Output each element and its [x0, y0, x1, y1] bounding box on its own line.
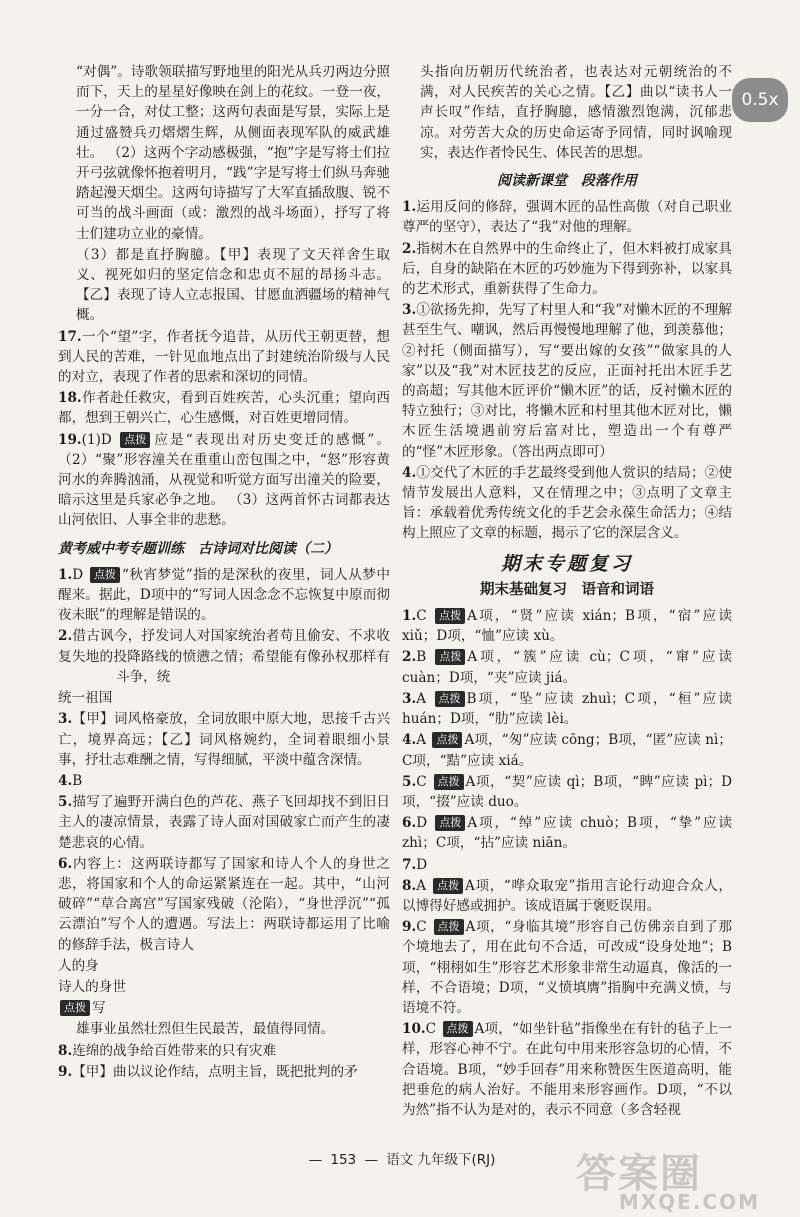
answer-item [58, 626, 390, 687]
answer-choice: A [416, 690, 427, 707]
answer-text: 应是“表现出对历史变迁的感慨”。 （2）“聚”形容潼关在重重山峦包围之中，“怒”形容黄河水的奔腾汹涌，从视觉和听觉方面写出潼关的险要，暗示这里是兵家必争之地。 （3）这两首怀古词都表达山河依旧、人事全非的悲愁。 [58, 431, 390, 529]
question-number: 3. [402, 302, 417, 319]
answer-item [58, 709, 390, 770]
answer-item [402, 606, 732, 646]
question-number: 17. [58, 328, 82, 345]
answer-item [402, 772, 732, 812]
answer-choice: D [416, 815, 428, 832]
answer-item [58, 430, 390, 531]
answer-item [402, 463, 732, 544]
answer-text: A项，“身临其境”形容自己仿佛亲自到了那个境地去了，用在此句不合适，可改成“设身处地”；B项，“栩栩如生”形容艺术形象非常生动逼真，像活的一样，不合语境；D项，“义愤填膺”指胸中充满义愤，与语境不符。 [402, 919, 732, 1016]
answer-text: 运用反问的修辞，强调木匠的品性高傲（对自己职业尊严的坚守），表达了“我”对他的理解。 [402, 199, 732, 236]
answer-choice: A [416, 877, 427, 894]
answer-text: 内容上：这两联诗都写了国家和诗人个人的身世之悲，将国家和个人的命运紧紧连在一起。其中，“山河破碎”“草合离宫”写国家残破（沦陷），“身世浮沉”“孤云漂泊”写个人的遭遇。写法上：两联诗都运用了比喻的修辞手法，极言诗人 [58, 855, 390, 953]
answer-choice: C [416, 773, 427, 790]
question-number: 1. [58, 566, 73, 583]
answer-item [402, 689, 732, 729]
question-number: 10. [402, 1021, 426, 1038]
watermark-url: MXQE.COM [618, 1190, 760, 1214]
hint-badge: 点拨 [60, 1000, 90, 1016]
answer-text: 描写了遍野开满白色的芦花、燕子飞回却找不到旧日主人的凄凉情景，表露了诗人面对国破家亡而产生的凄楚悲哀的心情。 [58, 794, 390, 851]
watermark-logo: 答案圈 [576, 1151, 702, 1197]
answer-item [58, 854, 390, 955]
question-number: 8. [402, 877, 417, 894]
answer-text: B项，“坠”应读 zhuì；C项，“桓”应读 huán；D项，“肋”应读 lèi。 [402, 690, 733, 728]
answer-text: A项，“匆”应读 cōng；B项，“匿”应读 nì；C项，“黠”应读 xiá。 [402, 732, 732, 769]
playback-speed-label: 0.5x [741, 90, 779, 110]
answer-text: 借古讽今，抒发词人对国家统治者苟且偷安、不求收复失地的投降路线的愤懑之情；希望能有像孙权那样有 [58, 628, 390, 665]
answer-item [402, 1019, 732, 1120]
question-number: 5. [58, 794, 73, 811]
answer-item [402, 239, 732, 300]
page-number: 153 [330, 1152, 357, 1168]
answer-choice: C [425, 1021, 437, 1038]
answer-item [58, 1041, 390, 1061]
answer-item [402, 730, 732, 770]
hint-badge: 点拨 [434, 919, 464, 935]
question-number: 9. [402, 919, 417, 936]
hint-badge: 点拨 [432, 732, 462, 748]
answer-item [58, 327, 390, 388]
answer-choice: A [416, 732, 427, 749]
footer-dash: — [308, 1152, 323, 1168]
answer-item [58, 565, 390, 626]
footer-subject: 语文 [386, 1152, 414, 1168]
question-number: 19. [58, 431, 82, 448]
answer-text: 【甲】曲以议论作结，点明主旨，既把批判的矛 [72, 1063, 358, 1080]
answer-text: A项，“绰”应读 chuò；B项，“挚”应读 zhì；C项，“拈”应读 niān。 [402, 815, 733, 852]
answer-text: 指树木在自然界中的生命终止了，但木料被打成家具后，自身的缺陷在木匠的巧妙施为下得到弥补，以家具的艺术形式，重新获得了生命力。 [402, 240, 732, 298]
question-number: 2. [402, 240, 417, 257]
answer-text: 写 [92, 1000, 106, 1017]
section-title: 阅读新课堂 段落作用 [497, 173, 637, 190]
answer-choice: D [72, 566, 84, 583]
answer-text: “秋宵梦觉”指的是深秋的夜里，词人从梦中醒来。据此，D项中的“写词人因念念不忘恢复中原而彻夜未眠”的理解是错误的。 [58, 566, 390, 624]
right-column [402, 62, 732, 1121]
answer-text: A项，“簇”应读 cù；C项，“窜”应读 cuàn；D项，“夹”应读 jiá。 [402, 649, 732, 686]
question-number: 8. [58, 1042, 73, 1059]
question-number: 4. [402, 732, 417, 749]
question-number: 2. [402, 649, 417, 666]
answer-fragment: 统一祖国 [58, 690, 113, 707]
answer-text: 斗争，统 [116, 668, 171, 685]
left-column [58, 62, 390, 1083]
answer-text: ①欲扬先抑，先写了村里人和“我”对懒木匠的不理解甚至生气、嘲讽，然后再慢慢地理解了他，到羡慕他；②衬托（侧面描写），写“要出嫁的女孩”“做家具的人家”以及“我”对木匠技艺的反应，正面衬托出木匠手艺的高超；写其他木匠评价“懒木匠”的话，反衬懒木匠的特立独行；③对比，将懒木匠和村里其他木匠对比，懒木匠生活境遇前穷后富对比，塑造出一个有尊严的“怪”木匠形象。（答出两点即可） [402, 302, 732, 460]
question-number: 5. [402, 773, 417, 790]
answer-item [58, 792, 390, 853]
answer-item [402, 300, 732, 462]
answer-text: A项，“哗众取宠”指用言论行动迎合众人，以博得好感或拥护。该成语属于褒贬误用。 [402, 877, 732, 914]
question-number: 3. [58, 711, 73, 728]
answer-item [402, 197, 732, 237]
hint-badge: 点拨 [120, 432, 150, 448]
hint-badge: 点拨 [90, 567, 120, 583]
answer-text: 一个“望”字，作者抚今追昔，从历代王朝更替，想到人民的苦难，一针见血地点出了封建统治阶级与人民的对立，表现了作者的思索和深切的同情。 [58, 328, 390, 386]
question-number: 4. [402, 464, 417, 481]
answer-item [58, 1062, 390, 1082]
footer-grade: 九年级下(RJ) [417, 1152, 496, 1168]
hint-badge: 点拨 [435, 649, 465, 665]
answer-text: A项，“贤”应读 xián；B项，“宿”应读 xiǔ；D项，“恤”应读 xù。 [402, 608, 732, 645]
answer-text: A项，“契”应读 qì；B项，“睥”应读 pì；D项，“掇”应读 duo。 [402, 773, 732, 810]
footer-dash: — [364, 1152, 378, 1168]
answer-text: B [72, 772, 83, 789]
answer-text: A项，“如坐针毡”指像坐在有针的毡子上一样，形容心神不宁。在此句中用来形容急切的心情，不合语境。B项，“妙手回春”用来称赞医生医道高明，能把垂危的病人治好。不能用来形容画作。D项，“不以为然”指不认为是对的，表示不同意（多含轻视 [402, 1021, 732, 1118]
question-number: 7. [402, 856, 417, 873]
hint-badge: 点拨 [433, 878, 463, 894]
answer-paragraph: （3）都是直抒胸臆。【甲】表现了文天祥舍生取义、视死如归的坚定信念和忠贞不屈的昂扬斗志。【乙】表现了诗人立志报国、甘愿血洒疆场的精神气概。 [76, 246, 390, 324]
chapter-subtitle: 期末基础复习 语音和词语 [480, 581, 654, 598]
question-number: 18. [58, 390, 82, 407]
question-number: 1. [402, 608, 417, 625]
answer-item [402, 876, 732, 916]
answer-text: 连绵的战争给百姓带来的只有灾难 [72, 1042, 277, 1059]
question-number: 3. [402, 690, 417, 707]
playback-speed-button[interactable] [732, 78, 788, 122]
answer-item [402, 813, 732, 853]
answer-choice: B [416, 649, 427, 666]
question-number: 6. [402, 815, 417, 832]
hint-badge: 点拨 [435, 815, 465, 831]
answer-fragment: 诗人的身世 [58, 978, 126, 995]
answer-choice: D [416, 856, 428, 873]
hint-badge: 点拨 [435, 608, 465, 624]
answer-choice: C [416, 919, 427, 936]
hint-badge: 点拨 [435, 691, 465, 707]
answer-item [402, 647, 732, 687]
chapter-title: 期末专题复习 [500, 552, 633, 575]
answer-paragraph: 头指向历朝历代统治者，也表达对元朝统治的不满，对人民疾苦的关心之情。【乙】曲以“读书人一声长叹”作结，直抒胸臆，感情激烈饱满，沉郁悲凉。对劳苦大众的历史命运寄予同情，同时讽喻现实，表达作者怜民生、体民苦的思想。 [420, 64, 732, 161]
answer-choice: (1)D [81, 431, 112, 448]
hint-badge: 点拨 [434, 774, 464, 790]
question-number: 4. [58, 772, 73, 789]
answer-choice: C [416, 608, 427, 625]
answer-fragment: 人的身 [58, 957, 99, 974]
answer-item [58, 771, 390, 791]
question-number: 1. [402, 199, 417, 216]
answer-item [58, 998, 390, 1018]
answer-item [58, 388, 390, 428]
answer-fragment: 雄事业虽然壮烈但生民最苦，最值得同情。 [76, 1021, 335, 1038]
question-number: 6. [58, 855, 73, 872]
answer-item [402, 855, 732, 875]
question-number: 2. [58, 628, 73, 645]
section-title: 黄考威中考专题训练 古诗词对比阅读（二） [58, 540, 338, 557]
hint-badge: 点拨 [443, 1021, 473, 1037]
answer-text: 【甲】词风格豪放，全词放眼中原大地，思接千古兴亡，境界高远；【乙】词风格婉约，全词着眼细小景事，抒壮志难酬之情，写得细腻，平淡中蕴含深情。 [58, 711, 390, 768]
answer-text: ①交代了木匠的手艺最终受到他人赏识的结局；②使情节发展出人意料，又在情理之中；③点明了文章主旨：承载着优秀传统文化的手艺会永葆生命活力；④结构上照应了文章的标题，揭示了它的深层含义。 [402, 464, 732, 542]
answer-item [402, 917, 732, 1018]
question-number: 9. [58, 1063, 73, 1080]
answer-text: 作者赴任救灾，看到百姓疾苦，心头沉重；望向西都，想到王朝兴亡，心生感慨，对百姓更增同情。 [58, 390, 390, 427]
answer-paragraph: “对偶”。诗歌领联描写野地里的阳光从兵刃两边分照而下，天上的星星好像映在剑上的花纹。一登一夜，一分一合，对仗工整；这两句表面是写景，实际上是通过盛赞兵刃熠熠生辉，从侧面表现军队的威武雄壮。 （2）这两个字动感极强，“抱”字是写将士们拉开弓弦就像怀抱着明月，“践”字是写将士们纵马奔驰踏起漫天烟尘。这两句诗描写了大军直插敌腹、锐不可当的战斗画面（或：激烈的战斗场面），抒写了将士们建功立业的豪情。 [76, 64, 390, 242]
